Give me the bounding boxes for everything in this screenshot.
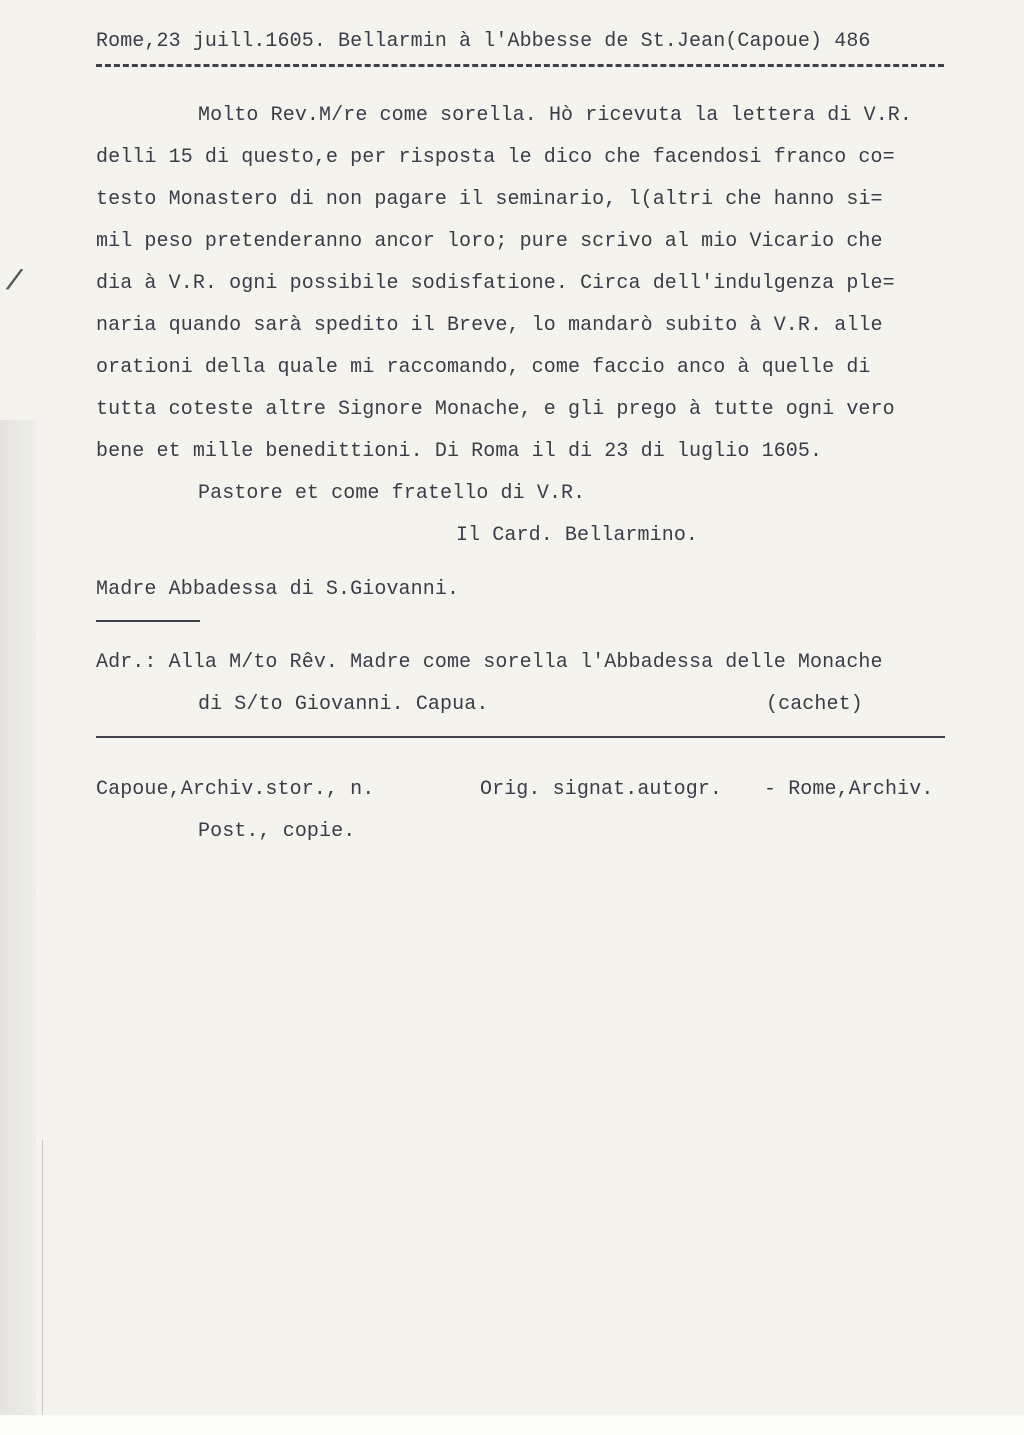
recipient-rule [96,620,200,622]
page-bottom-band [0,1415,1024,1435]
letter-line: bene et mille benedittioni. Di Roma il di 23 di luglio 1605. [96,440,823,463]
header-dashed-rule [96,64,944,67]
letter-line: tutta coteste altre Signore Monache, e gli prego à tutte ogni vero [96,398,895,421]
letter-signature: Il Card. Bellarmino. [456,524,699,547]
letter-closing: Pastore et come fratello di V.R. [198,482,586,505]
letter-recipient: Madre Abbadessa di S.Giovanni. [96,578,460,601]
seal-note: (cachet) [766,693,863,716]
letter-line: orationi della quale mi raccomando, come faccio anco à quelle di [96,356,871,379]
letter-line: mil peso pretenderanno ancor loro; pure scrivo al mio Vicario che [96,230,883,253]
page-margin-line [42,1140,43,1415]
margin-mark: / [2,264,26,302]
page-edge-shadow [0,420,36,1415]
source-archive: Capoue,Archiv.stor., n. [96,778,375,801]
address-line-2: di S/to Giovanni. Capua. [198,693,489,716]
source-rome-archive: - Rome,Archiv. [764,778,934,801]
letter-line: naria quando sarà spedito il Breve, lo mandarò subito à V.R. alle [96,314,883,337]
address-line-1: Adr.: Alla M/to Rêv. Madre come sorella l'Abbadessa delle Monache [96,651,883,674]
letter-line: Molto Rev.M/re come sorella. Hò ricevuta la lettera di V.R. [198,104,913,127]
letter-line: testo Monastero di non pagare il seminario, l(altri che hanno si= [96,188,883,211]
page-header: Rome,23 juill.1605. Bellarmin à l'Abbesse de St.Jean(Capoue) 486 [96,30,871,53]
letter-line: delli 15 di questo,e per risposta le dico che facendosi franco co= [96,146,895,169]
letter-line: dia à V.R. ogni possibile sodisfatione. Circa dell'indulgenza ple= [96,272,895,295]
source-copies: Post., copie. [198,820,356,843]
section-rule [96,736,945,738]
source-original: Orig. signat.autogr. [480,778,723,801]
